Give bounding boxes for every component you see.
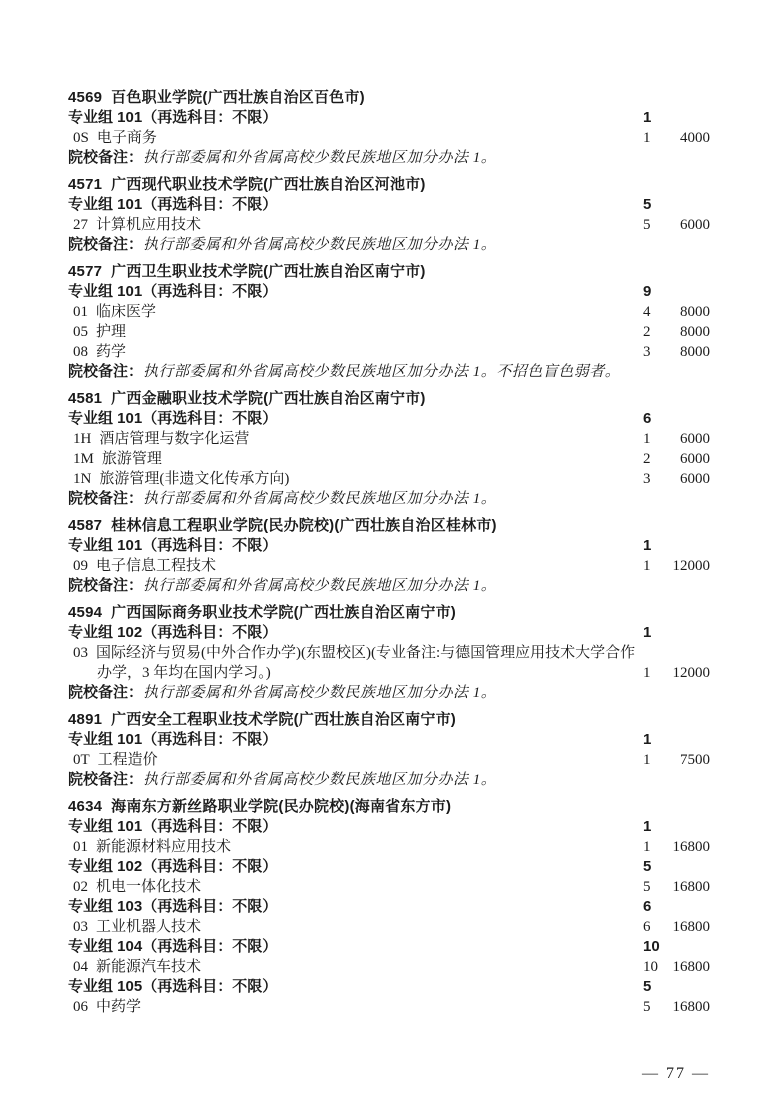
group-label: 专业组 102（再选科目：不限） (68, 858, 278, 875)
major-code: 08 (73, 344, 88, 360)
remark-text (68, 683, 708, 703)
remark-label: 院校备注： (68, 577, 144, 594)
college-name: 广西现代职业技术学院(广西壮族自治区河池市) (111, 176, 426, 193)
major-count: 1 (643, 431, 651, 447)
major-count: 2 (643, 451, 651, 467)
major-fee: 16800 (672, 879, 710, 895)
remark-label: 院校备注： (68, 771, 144, 788)
college-name: 桂林信息工程职业学院(民办院校)(广西壮族自治区桂林市) (111, 517, 497, 534)
remark-text (68, 148, 708, 168)
major-fee: 16800 (672, 839, 710, 855)
remark-content: 执行部委属和外省属高校少数民族地区加分办法 1。 (143, 491, 497, 507)
college-section (68, 710, 710, 790)
major-name: 新能源材料应用技术 (96, 839, 232, 855)
college-code: 4587 (68, 517, 103, 534)
major-label (68, 917, 638, 937)
major-fee: 7500 (680, 752, 710, 768)
major-row (68, 449, 710, 469)
major-row (68, 429, 710, 449)
major-row (68, 215, 710, 235)
major-code: 01 (73, 839, 88, 855)
major-row (68, 128, 710, 148)
major-name: 中药学 (96, 999, 142, 1015)
major-name: 临床医学 (96, 304, 157, 320)
page-number: — 77 — (642, 1065, 710, 1082)
major-count: 6 (643, 919, 651, 935)
major-code: 1M (73, 451, 94, 467)
college-header (68, 389, 710, 409)
college-code: 4571 (68, 176, 103, 193)
group-label: 专业组 101（再选科目：不限） (68, 109, 278, 126)
college-section (68, 88, 710, 168)
college-code: 4581 (68, 390, 103, 407)
group-count: 1 (643, 731, 652, 748)
major-label (68, 643, 638, 683)
major-label (68, 750, 638, 770)
college-section (68, 389, 710, 509)
major-code: 1H (73, 431, 92, 447)
college-section (68, 516, 710, 596)
major-row (68, 877, 710, 897)
major-row (68, 917, 710, 937)
remark-text (68, 362, 708, 382)
group-label: 专业组 105（再选科目：不限） (68, 978, 278, 995)
major-code: 05 (73, 324, 88, 340)
college-section (68, 797, 710, 1017)
major-label (68, 449, 638, 469)
major-row (68, 342, 710, 362)
major-code: 0T (73, 752, 90, 768)
major-fee: 16800 (672, 999, 710, 1015)
college-header (68, 175, 710, 195)
major-label (68, 957, 638, 977)
major-row (68, 556, 710, 576)
major-name: 旅游管理(非遗文化传承方向) (99, 471, 290, 487)
major-name: 工业机器人技术 (96, 919, 202, 935)
major-fee: 8000 (680, 344, 710, 360)
remark-label: 院校备注： (68, 684, 144, 701)
major-fee: 6000 (680, 431, 710, 447)
college-header (68, 797, 710, 817)
college-header (68, 262, 710, 282)
group-label: 专业组 102（再选科目：不限） (68, 624, 278, 641)
group-count: 9 (643, 283, 652, 300)
major-label (68, 342, 638, 362)
major-row (68, 469, 710, 489)
sections-container (68, 88, 710, 1017)
major-code: 06 (73, 999, 88, 1015)
major-count: 5 (643, 217, 651, 233)
major-row (68, 837, 710, 857)
major-name: 国际经济与贸易(中外合作办学)(东盟校区)(专业备注:与德国管理应用技术大学合作办学，3 年均在国内学习。) (96, 645, 636, 681)
college-header (68, 516, 710, 536)
remark-label: 院校备注： (68, 363, 144, 380)
major-count: 1 (643, 665, 651, 681)
remark-content: 执行部委属和外省属高校少数民族地区加分办法 1。 (143, 150, 497, 166)
group-row (68, 977, 710, 997)
major-label (68, 215, 638, 235)
remark-label: 院校备注： (68, 236, 144, 253)
group-row (68, 817, 710, 837)
major-name: 计算机应用技术 (96, 217, 202, 233)
college-code: 4594 (68, 604, 103, 621)
major-fee: 8000 (680, 324, 710, 340)
college-header (68, 710, 710, 730)
major-count: 3 (643, 471, 651, 487)
major-label (68, 128, 638, 148)
major-fee: 4000 (680, 130, 710, 146)
group-count: 1 (643, 818, 652, 835)
major-name: 护理 (96, 324, 127, 340)
group-count: 1 (643, 624, 652, 641)
major-code: 02 (73, 879, 88, 895)
major-count: 5 (643, 879, 651, 895)
group-label: 专业组 101（再选科目：不限） (68, 410, 278, 427)
group-row (68, 623, 710, 643)
group-label: 专业组 101（再选科目：不限） (68, 731, 278, 748)
college-code: 4569 (68, 89, 103, 106)
major-name: 新能源汽车技术 (96, 959, 202, 975)
college-code: 4634 (68, 798, 103, 815)
college-header (68, 88, 710, 108)
remark-row (68, 148, 710, 168)
group-count: 6 (643, 898, 652, 915)
major-fee: 16800 (672, 959, 710, 975)
group-label: 专业组 101（再选科目：不限） (68, 537, 278, 554)
remark-row (68, 362, 710, 382)
remark-content: 执行部委属和外省属高校少数民族地区加分办法 1。 (143, 685, 497, 701)
major-count: 5 (643, 999, 651, 1015)
major-name: 工程造价 (97, 752, 158, 768)
major-name: 酒店管理与数字化运营 (99, 431, 250, 447)
college-name: 广西卫生职业技术学院(广西壮族自治区南宁市) (111, 263, 426, 280)
remark-label: 院校备注： (68, 149, 144, 166)
remark-row (68, 770, 710, 790)
major-row (68, 997, 710, 1017)
major-code: 03 (73, 919, 88, 935)
major-code: 03 (73, 645, 88, 661)
major-count: 2 (643, 324, 651, 340)
major-label (68, 837, 638, 857)
major-label (68, 322, 638, 342)
remark-row (68, 683, 710, 703)
group-row (68, 108, 710, 128)
group-row (68, 195, 710, 215)
major-row (68, 302, 710, 322)
group-row (68, 857, 710, 877)
major-label (68, 556, 638, 576)
major-code: 09 (73, 558, 88, 574)
group-count: 1 (643, 109, 652, 126)
group-row (68, 730, 710, 750)
group-row (68, 937, 710, 957)
major-code: 27 (73, 217, 88, 233)
major-fee: 16800 (672, 919, 710, 935)
college-name: 广西安全工程职业技术学院(广西壮族自治区南宁市) (111, 711, 456, 728)
group-count: 5 (643, 858, 652, 875)
college-code: 4577 (68, 263, 103, 280)
college-header (68, 603, 710, 623)
major-code: 01 (73, 304, 88, 320)
major-name: 机电一体化技术 (96, 879, 202, 895)
major-count: 1 (643, 130, 651, 146)
major-count: 4 (643, 304, 651, 320)
remark-text (68, 770, 708, 790)
remark-text (68, 235, 708, 255)
group-row (68, 536, 710, 556)
major-fee: 6000 (680, 471, 710, 487)
college-section (68, 175, 710, 255)
remark-row (68, 576, 710, 596)
major-label (68, 302, 638, 322)
major-fee: 8000 (680, 304, 710, 320)
group-label: 专业组 101（再选科目：不限） (68, 818, 278, 835)
group-row (68, 897, 710, 917)
remark-row (68, 489, 710, 509)
major-code: 04 (73, 959, 88, 975)
major-name: 药学 (96, 344, 127, 360)
college-section (68, 262, 710, 382)
group-row (68, 409, 710, 429)
major-count: 1 (643, 839, 651, 855)
group-count: 6 (643, 410, 652, 427)
college-section (68, 603, 710, 703)
major-fee: 12000 (672, 665, 710, 681)
college-name: 海南东方新丝路职业学院(民办院校)(海南省东方市) (111, 798, 452, 815)
major-count: 1 (643, 558, 651, 574)
major-count: 3 (643, 344, 651, 360)
major-label (68, 469, 638, 489)
major-label (68, 429, 638, 449)
college-name: 广西金融职业技术学院(广西壮族自治区南宁市) (111, 390, 426, 407)
major-label (68, 997, 638, 1017)
group-label: 专业组 104（再选科目：不限） (68, 938, 278, 955)
major-name: 电子商务 (96, 130, 157, 146)
remark-content: 执行部委属和外省属高校少数民族地区加分办法 1。不招色盲色弱者。 (143, 364, 621, 380)
group-count: 5 (643, 196, 652, 213)
college-name: 广西国际商务职业技术学院(广西壮族自治区南宁市) (111, 604, 456, 621)
major-row (68, 957, 710, 977)
college-code: 4891 (68, 711, 103, 728)
major-fee: 12000 (672, 558, 710, 574)
remark-text (68, 576, 708, 596)
major-fee: 6000 (680, 451, 710, 467)
remark-label: 院校备注： (68, 490, 144, 507)
group-count: 1 (643, 537, 652, 554)
group-label: 专业组 101（再选科目：不限） (68, 196, 278, 213)
group-label: 专业组 103（再选科目：不限） (68, 898, 278, 915)
major-count: 1 (643, 752, 651, 768)
major-row (68, 643, 710, 683)
college-name: 百色职业学院(广西壮族自治区百色市) (111, 89, 365, 106)
major-row (68, 322, 710, 342)
major-count: 10 (643, 959, 658, 975)
remark-content: 执行部委属和外省属高校少数民族地区加分办法 1。 (143, 237, 497, 253)
remark-content: 执行部委属和外省属高校少数民族地区加分办法 1。 (143, 772, 497, 788)
remark-content: 执行部委属和外省属高校少数民族地区加分办法 1。 (143, 578, 497, 594)
major-name: 电子信息工程技术 (96, 558, 217, 574)
group-label: 专业组 101（再选科目：不限） (68, 283, 278, 300)
major-code: 0S (73, 130, 89, 146)
major-name: 旅游管理 (101, 451, 162, 467)
group-row (68, 282, 710, 302)
major-label (68, 877, 638, 897)
remark-row (68, 235, 710, 255)
major-code: 1N (73, 471, 92, 487)
group-count: 10 (643, 938, 660, 955)
major-row (68, 750, 710, 770)
major-fee: 6000 (680, 217, 710, 233)
remark-text (68, 489, 708, 509)
group-count: 5 (643, 978, 652, 995)
